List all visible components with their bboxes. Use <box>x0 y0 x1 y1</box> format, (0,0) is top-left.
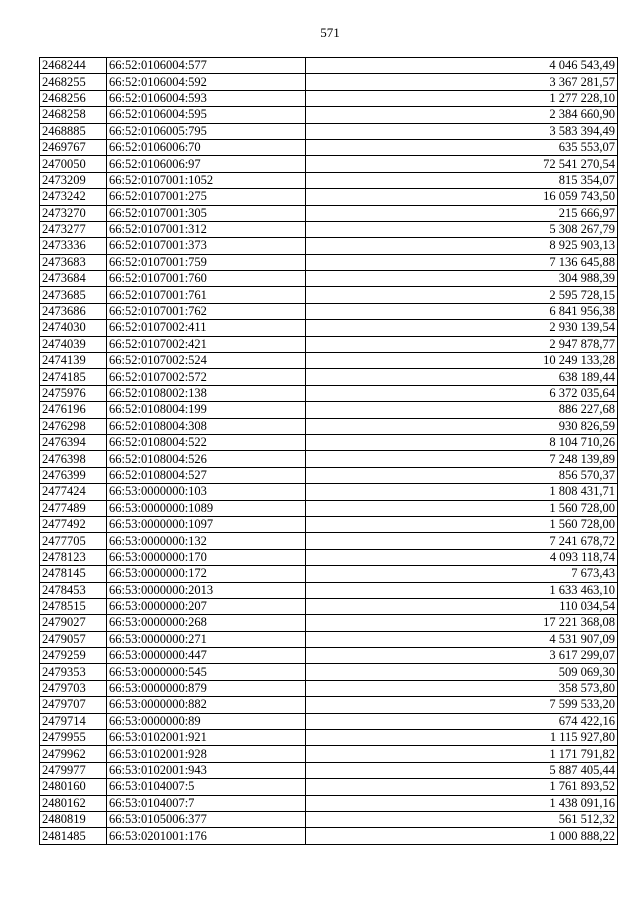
cadastral-value-cell: 509 069,30 <box>306 664 618 680</box>
record-id-cell: 2468885 <box>40 123 107 139</box>
page-number: 571 <box>320 25 340 40</box>
cadastral-number-cell: 66:53:0102001:943 <box>107 762 306 778</box>
cadastral-value-cell: 7 673,43 <box>306 566 618 582</box>
cadastral-number-cell: 66:52:0107001:1052 <box>107 172 306 188</box>
table-row <box>40 795 618 811</box>
table-row <box>40 680 618 696</box>
table-row <box>40 221 618 237</box>
cadastral-number-cell: 66:52:0107001:759 <box>107 254 306 270</box>
table-row <box>40 58 618 74</box>
cadastral-value-cell: 1 633 463,10 <box>306 582 618 598</box>
cadastral-value-cell: 1 115 927,80 <box>306 730 618 746</box>
table-row <box>40 582 618 598</box>
cadastral-value-cell: 215 666,97 <box>306 205 618 221</box>
cadastral-number-cell: 66:52:0107002:524 <box>107 353 306 369</box>
record-id-cell: 2473336 <box>40 238 107 254</box>
record-id-cell: 2480162 <box>40 795 107 811</box>
cadastral-value-cell: 635 553,07 <box>306 139 618 155</box>
cadastral-value-cell: 358 573,80 <box>306 680 618 696</box>
cadastral-value-cell: 4 093 118,74 <box>306 549 618 565</box>
cadastral-number-cell: 66:52:0107001:760 <box>107 271 306 287</box>
cadastral-number-cell: 66:52:0107001:762 <box>107 303 306 319</box>
cadastral-value-cell: 3 367 281,57 <box>306 74 618 90</box>
table-row <box>40 713 618 729</box>
record-id-cell: 2477705 <box>40 533 107 549</box>
table-row <box>40 697 618 713</box>
cadastral-number-cell: 66:52:0108002:138 <box>107 385 306 401</box>
cadastral-value-cell: 6 841 956,38 <box>306 303 618 319</box>
record-id-cell: 2469767 <box>40 139 107 155</box>
record-id-cell: 2476398 <box>40 451 107 467</box>
table-row <box>40 123 618 139</box>
cadastral-value-cell: 1 761 893,52 <box>306 779 618 795</box>
cadastral-value-cell: 3 583 394,49 <box>306 123 618 139</box>
record-id-cell: 2476298 <box>40 418 107 434</box>
cadastral-number-cell: 66:52:0106004:593 <box>107 90 306 106</box>
cadastral-number-cell: 66:52:0106004:595 <box>107 107 306 123</box>
cadastral-value-cell: 304 988,39 <box>306 271 618 287</box>
cadastral-number-cell: 66:53:0102001:928 <box>107 746 306 762</box>
cadastral-value-cell: 561 512,32 <box>306 811 618 827</box>
record-id-cell: 2479707 <box>40 697 107 713</box>
table-row <box>40 271 618 287</box>
cadastral-value-cell: 72 541 270,54 <box>306 156 618 172</box>
cadastral-value-cell: 2 947 878,77 <box>306 336 618 352</box>
table-row <box>40 533 618 549</box>
cadastral-number-cell: 66:53:0000000:170 <box>107 549 306 565</box>
cadastral-value-cell: 7 136 645,88 <box>306 254 618 270</box>
cadastral-value-cell: 815 354,07 <box>306 172 618 188</box>
cadastral-value-cell: 7 599 533,20 <box>306 697 618 713</box>
cadastral-value-cell: 674 422,16 <box>306 713 618 729</box>
cadastral-number-cell: 66:53:0000000:447 <box>107 648 306 664</box>
cadastral-number-cell: 66:53:0201001:176 <box>107 828 306 844</box>
record-id-cell: 2476394 <box>40 434 107 450</box>
table-row <box>40 205 618 221</box>
table-row <box>40 189 618 205</box>
table-row <box>40 828 618 844</box>
cadastral-number-cell: 66:52:0107001:312 <box>107 221 306 237</box>
cadastral-value-cell: 2 384 660,90 <box>306 107 618 123</box>
cadastral-number-cell: 66:52:0108004:527 <box>107 467 306 483</box>
table-row <box>40 615 618 631</box>
cadastral-value-cell: 17 221 368,08 <box>306 615 618 631</box>
cadastral-number-cell: 66:52:0107001:275 <box>107 189 306 205</box>
record-id-cell: 2468258 <box>40 107 107 123</box>
table-row <box>40 434 618 450</box>
table-row <box>40 320 618 336</box>
cadastral-number-cell: 66:52:0107001:373 <box>107 238 306 254</box>
table-row <box>40 369 618 385</box>
cadastral-number-cell: 66:53:0000000:268 <box>107 615 306 631</box>
cadastral-value-cell: 1 560 728,00 <box>306 516 618 532</box>
table-row <box>40 238 618 254</box>
table-row <box>40 762 618 778</box>
record-id-cell: 2478453 <box>40 582 107 598</box>
cadastral-value-cell: 2 930 139,54 <box>306 320 618 336</box>
cadastral-value-cell: 2 595 728,15 <box>306 287 618 303</box>
record-id-cell: 2480819 <box>40 811 107 827</box>
table-row <box>40 648 618 664</box>
cadastral-number-cell: 66:53:0000000:207 <box>107 598 306 614</box>
cadastral-number-cell: 66:53:0000000:89 <box>107 713 306 729</box>
cadastral-number-cell: 66:53:0104007:7 <box>107 795 306 811</box>
registry-table-body <box>40 58 618 845</box>
record-id-cell: 2480160 <box>40 779 107 795</box>
record-id-cell: 2473209 <box>40 172 107 188</box>
cadastral-value-cell: 10 249 133,28 <box>306 353 618 369</box>
record-id-cell: 2478515 <box>40 598 107 614</box>
table-row <box>40 598 618 614</box>
table-row <box>40 385 618 401</box>
record-id-cell: 2474030 <box>40 320 107 336</box>
cadastral-number-cell: 66:53:0105006:377 <box>107 811 306 827</box>
cadastral-value-cell: 8 104 710,26 <box>306 434 618 450</box>
cadastral-number-cell: 66:52:0107002:572 <box>107 369 306 385</box>
record-id-cell: 2475976 <box>40 385 107 401</box>
record-id-cell: 2479977 <box>40 762 107 778</box>
cadastral-value-cell: 1 171 791,82 <box>306 746 618 762</box>
record-id-cell: 2479714 <box>40 713 107 729</box>
cadastral-number-cell: 66:52:0107001:761 <box>107 287 306 303</box>
cadastral-value-cell: 16 059 743,50 <box>306 189 618 205</box>
cadastral-number-cell: 66:52:0107002:411 <box>107 320 306 336</box>
table-row <box>40 287 618 303</box>
cadastral-number-cell: 66:52:0108004:522 <box>107 434 306 450</box>
cadastral-value-cell: 4 531 907,09 <box>306 631 618 647</box>
cadastral-number-cell: 66:53:0000000:271 <box>107 631 306 647</box>
record-id-cell: 2481485 <box>40 828 107 844</box>
table-row <box>40 811 618 827</box>
cadastral-value-cell: 5 887 405,44 <box>306 762 618 778</box>
cadastral-number-cell: 66:53:0000000:2013 <box>107 582 306 598</box>
cadastral-value-cell: 1 808 431,71 <box>306 484 618 500</box>
cadastral-value-cell: 886 227,68 <box>306 402 618 418</box>
record-id-cell: 2478123 <box>40 549 107 565</box>
cadastral-value-cell: 8 925 903,13 <box>306 238 618 254</box>
cadastral-value-cell: 5 308 267,79 <box>306 221 618 237</box>
cadastral-number-cell: 66:52:0107002:421 <box>107 336 306 352</box>
cadastral-value-cell: 856 570,37 <box>306 467 618 483</box>
cadastral-value-cell: 1 560 728,00 <box>306 500 618 516</box>
cadastral-value-cell: 110 034,54 <box>306 598 618 614</box>
cadastral-number-cell: 66:52:0106006:97 <box>107 156 306 172</box>
cadastral-value-cell: 1 438 091,16 <box>306 795 618 811</box>
cadastral-value-cell: 6 372 035,64 <box>306 385 618 401</box>
cadastral-number-cell: 66:53:0000000:882 <box>107 697 306 713</box>
cadastral-value-cell: 930 826,59 <box>306 418 618 434</box>
table-row <box>40 139 618 155</box>
record-id-cell: 2479703 <box>40 680 107 696</box>
record-id-cell: 2473684 <box>40 271 107 287</box>
cadastral-number-cell: 66:53:0000000:172 <box>107 566 306 582</box>
table-row <box>40 172 618 188</box>
table-row <box>40 107 618 123</box>
record-id-cell: 2473686 <box>40 303 107 319</box>
cadastral-value-cell: 7 241 678,72 <box>306 533 618 549</box>
record-id-cell: 2476399 <box>40 467 107 483</box>
table-row <box>40 467 618 483</box>
record-id-cell: 2474039 <box>40 336 107 352</box>
table-row <box>40 303 618 319</box>
record-id-cell: 2474185 <box>40 369 107 385</box>
record-id-cell: 2473242 <box>40 189 107 205</box>
cadastral-value-cell: 3 617 299,07 <box>306 648 618 664</box>
cadastral-number-cell: 66:53:0102001:921 <box>107 730 306 746</box>
record-id-cell: 2468244 <box>40 58 107 74</box>
record-id-cell: 2478145 <box>40 566 107 582</box>
record-id-cell: 2473277 <box>40 221 107 237</box>
table-row <box>40 730 618 746</box>
record-id-cell: 2473270 <box>40 205 107 221</box>
record-id-cell: 2476196 <box>40 402 107 418</box>
cadastral-value-cell: 638 189,44 <box>306 369 618 385</box>
cadastral-number-cell: 66:52:0106005:795 <box>107 123 306 139</box>
cadastral-number-cell: 66:53:0000000:1097 <box>107 516 306 532</box>
cadastral-number-cell: 66:52:0106004:577 <box>107 58 306 74</box>
record-id-cell: 2479955 <box>40 730 107 746</box>
table-row <box>40 336 618 352</box>
table-row <box>40 402 618 418</box>
cadastral-number-cell: 66:52:0108004:199 <box>107 402 306 418</box>
cadastral-number-cell: 66:53:0000000:1089 <box>107 500 306 516</box>
table-row <box>40 566 618 582</box>
table-row <box>40 90 618 106</box>
table-row <box>40 779 618 795</box>
cadastral-value-cell: 1 000 888,22 <box>306 828 618 844</box>
record-id-cell: 2473685 <box>40 287 107 303</box>
record-id-cell: 2477424 <box>40 484 107 500</box>
cadastral-number-cell: 66:53:0104007:5 <box>107 779 306 795</box>
record-id-cell: 2479353 <box>40 664 107 680</box>
table-row <box>40 353 618 369</box>
cadastral-number-cell: 66:53:0000000:103 <box>107 484 306 500</box>
table-row <box>40 500 618 516</box>
table-row <box>40 549 618 565</box>
table-row <box>40 156 618 172</box>
table-row <box>40 74 618 90</box>
table-row <box>40 631 618 647</box>
table-row <box>40 418 618 434</box>
cadastral-number-cell: 66:53:0000000:132 <box>107 533 306 549</box>
record-id-cell: 2477489 <box>40 500 107 516</box>
table-row <box>40 746 618 762</box>
record-id-cell: 2479027 <box>40 615 107 631</box>
record-id-cell: 2468256 <box>40 90 107 106</box>
record-id-cell: 2470050 <box>40 156 107 172</box>
table-row <box>40 664 618 680</box>
table-row <box>40 451 618 467</box>
record-id-cell: 2473683 <box>40 254 107 270</box>
record-id-cell: 2474139 <box>40 353 107 369</box>
cadastral-value-cell: 4 046 543,49 <box>306 58 618 74</box>
cadastral-value-cell: 1 277 228,10 <box>306 90 618 106</box>
record-id-cell: 2468255 <box>40 74 107 90</box>
registry-table <box>39 57 618 845</box>
cadastral-value-cell: 7 248 139,89 <box>306 451 618 467</box>
record-id-cell: 2479259 <box>40 648 107 664</box>
cadastral-number-cell: 66:52:0108004:308 <box>107 418 306 434</box>
record-id-cell: 2479962 <box>40 746 107 762</box>
table-row <box>40 516 618 532</box>
table-row <box>40 484 618 500</box>
cadastral-number-cell: 66:52:0108004:526 <box>107 451 306 467</box>
cadastral-number-cell: 66:53:0000000:879 <box>107 680 306 696</box>
cadastral-number-cell: 66:53:0000000:545 <box>107 664 306 680</box>
cadastral-number-cell: 66:52:0107001:305 <box>107 205 306 221</box>
record-id-cell: 2477492 <box>40 516 107 532</box>
cadastral-number-cell: 66:52:0106004:592 <box>107 74 306 90</box>
record-id-cell: 2479057 <box>40 631 107 647</box>
cadastral-number-cell: 66:52:0106006:70 <box>107 139 306 155</box>
table-row <box>40 254 618 270</box>
